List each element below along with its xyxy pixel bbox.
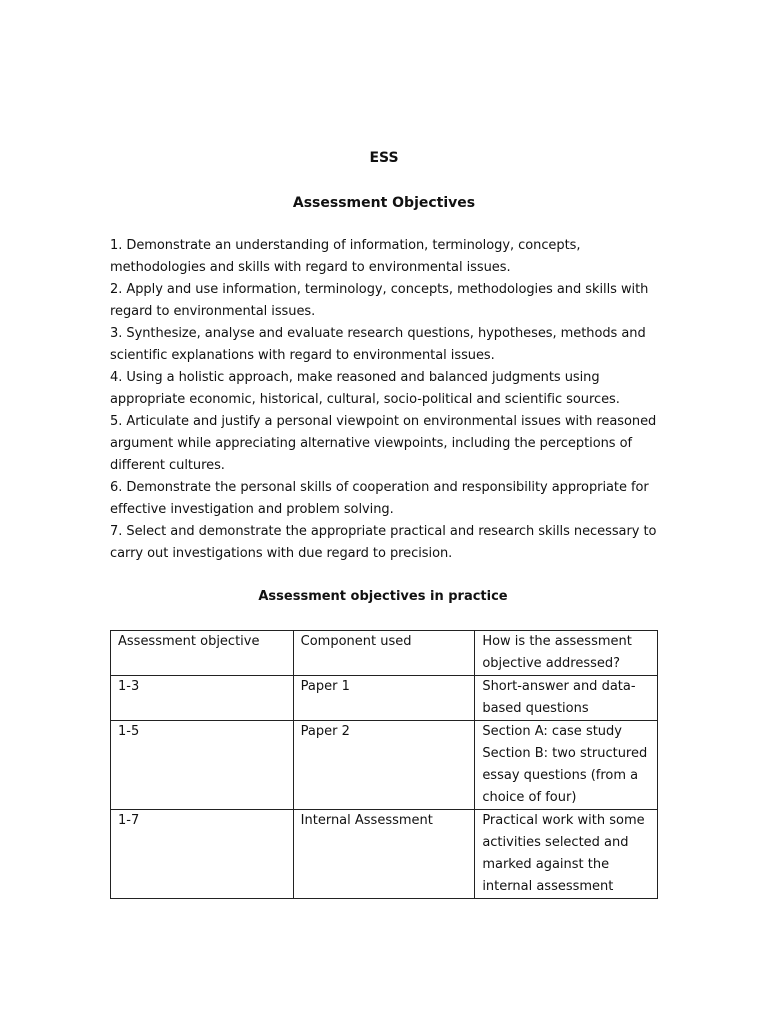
- objective-item: 1. Demonstrate an understanding of information, terminology, concepts, methodologies and skills with regard to environmental issues.: [110, 238, 581, 275]
- table-cell: 1-3: [111, 676, 294, 721]
- objective-item: 7. Select and demonstrate the appropriate practical and research skills necessary to carry out investigations with due regard to precision.: [110, 524, 657, 561]
- table-cell: Short-answer and data-based questions: [475, 676, 658, 721]
- table-row: [111, 721, 658, 810]
- section-title: Assessment Objectives: [292, 195, 476, 211]
- document-title: ESS: [369, 150, 399, 166]
- objective-item: 2. Apply and use information, terminology, concepts, methodologies and skills with regard to environmental issues.: [110, 282, 649, 319]
- table-row: [111, 676, 658, 721]
- table-cell: Internal Assessment: [293, 810, 475, 899]
- table-cell: 1-5: [111, 721, 294, 810]
- objective-item: 3. Synthesize, analyse and evaluate research questions, hypotheses, methods and scientific explanations with regard to environmental issues.: [110, 326, 646, 363]
- table-header-cell: Component used: [293, 631, 475, 676]
- table-title: Assessment objectives in practice: [258, 589, 508, 604]
- table-header-cell: Assessment objective: [111, 631, 294, 676]
- table-cell: 1-7: [111, 810, 294, 899]
- table-header-row: [111, 631, 658, 676]
- table-cell: Practical work with some activities selected and marked against the internal assessment: [475, 810, 658, 899]
- assessment-table: [110, 630, 658, 899]
- objective-item: 6. Demonstrate the personal skills of cooperation and responsibility appropriate for effective investigation and problem solving.: [110, 480, 649, 517]
- table-cell: Paper 1: [293, 676, 475, 721]
- objective-item: 5. Articulate and justify a personal viewpoint on environmental issues with reasoned argument while appreciating alternative viewpoints, including the perceptions of different cultures.: [110, 414, 657, 473]
- table-header-cell: How is the assessment objective addressed?: [475, 631, 658, 676]
- objectives-list: [110, 235, 658, 565]
- objective-item: 4. Using a holistic approach, make reasoned and balanced judgments using appropriate economic, historical, cultural, socio-political and scientific sources.: [110, 370, 620, 407]
- table-cell: Section A: case study Section B: two structured essay questions (from a choice of four): [475, 721, 658, 810]
- table-cell: Paper 2: [293, 721, 475, 810]
- table-row: [111, 810, 658, 899]
